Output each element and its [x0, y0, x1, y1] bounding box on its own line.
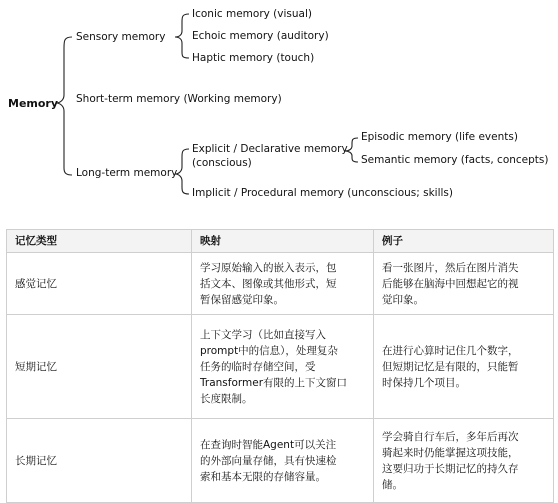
cell-mapping	[192, 315, 374, 419]
cell-memory-type: 短期记忆	[7, 315, 192, 419]
cell-example	[374, 419, 554, 503]
mapping-line: 索和基本无限的存储容量。	[200, 470, 326, 483]
cell-memory-type: 长期记忆	[7, 419, 192, 503]
example-line: 这要归功于长期记忆的持久存	[382, 462, 519, 475]
sensory-memory-label: Sensory memory	[76, 31, 166, 43]
iconic-memory-label: Iconic memory (visual)	[192, 8, 312, 20]
cell-mapping	[192, 419, 374, 503]
header-memory-type: 记忆类型	[7, 230, 192, 253]
root-brace	[56, 37, 72, 175]
mapping-line: 的外部向量存储，具有快速检	[200, 454, 337, 467]
echoic-memory-label: Echoic memory (auditory)	[192, 30, 329, 42]
memory-mapping-table	[6, 229, 554, 503]
example-line: 后能够在脑海中回想起它的视	[382, 277, 519, 290]
cell-example	[374, 253, 554, 315]
example-line: 看一张图片，然后在图片消失	[382, 261, 519, 274]
example-line: 觉印象。	[382, 293, 424, 306]
cell-memory-type: 感觉记忆	[7, 253, 192, 315]
table-header-row	[7, 230, 554, 253]
example-line: 时保持几个项目。	[382, 376, 466, 389]
implicit-memory-label: Implicit / Procedural memory (unconscious; skills)	[192, 187, 453, 199]
short-term-memory-label: Short-term memory (Working memory)	[76, 93, 282, 105]
explicit-memory-label: Explicit / Declarative memory	[192, 143, 348, 155]
episodic-memory-label: Episodic memory (life events)	[361, 131, 518, 143]
haptic-memory-label: Haptic memory (touch)	[192, 52, 315, 64]
long-term-memory-label: Long-term memory	[76, 167, 178, 179]
mapping-line: 上下文学习（比如直接写入	[200, 328, 326, 341]
semantic-memory-label: Semantic memory (facts, concepts)	[361, 154, 549, 166]
memory-root-label: Memory	[8, 97, 59, 110]
cell-mapping	[192, 253, 374, 315]
header-mapping: 映射	[192, 230, 374, 253]
mapping-line: prompt中的信息），处理复杂	[200, 344, 338, 357]
mapping-line: 长度限制。	[200, 392, 253, 405]
table-row	[7, 253, 554, 315]
cell-example	[374, 315, 554, 419]
example-line: 但短期记忆是有限的，只能暂	[382, 360, 519, 373]
example-line: 学会骑自行车后，多年后再次	[382, 430, 519, 443]
table-row	[7, 315, 554, 419]
mapping-line: Transformer有限的上下文窗口	[200, 376, 348, 389]
example-line: 在进行心算时记住几个数字，	[382, 344, 519, 357]
explicit-memory-sublabel: (conscious)	[192, 157, 252, 169]
mapping-line: 任务的临时存储空间，受	[200, 360, 316, 373]
example-line: 储。	[382, 478, 403, 491]
table-row	[7, 419, 554, 503]
mapping-line: 学习原始输入的嵌入表示，包	[200, 261, 337, 274]
example-line: 骑起来时仍能掌握这项技能，	[382, 446, 519, 459]
mapping-line: 在查询时智能Agent可以关注	[200, 438, 337, 451]
mapping-line: 括文本、图像或其他形式，短	[200, 277, 337, 290]
sensory-brace	[175, 14, 189, 58]
mapping-line: 暂保留感觉印象。	[200, 293, 284, 306]
header-example: 例子	[374, 230, 554, 253]
